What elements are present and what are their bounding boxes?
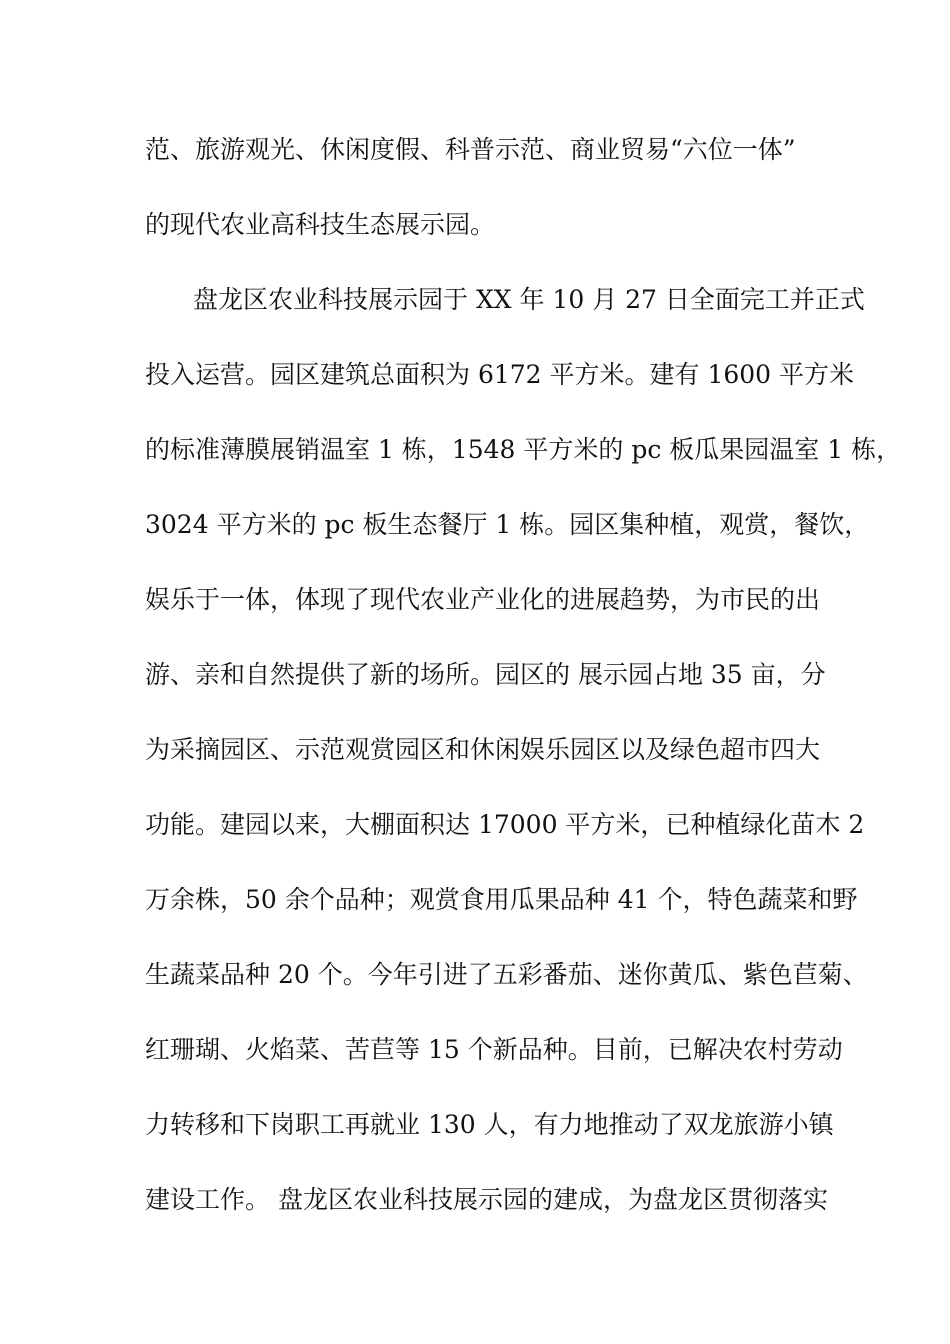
text-line-9: 为采摘园区、示范观赏园区和休闲娱乐园区以及绿色超市四大	[145, 735, 821, 764]
text-line-12: 生蔬菜品种 20 个。今年引进了五彩番茄、迷你黄瓜、紫色苣菊、	[145, 960, 868, 989]
text-line-11: 万余株，50 余个品种；观赏食用瓜果品种 41 个，特色蔬菜和野	[145, 885, 858, 914]
text-line-7: 娱乐于一体，体现了现代农业产业化的进展趋势，为市民的出	[145, 585, 821, 614]
text-line-10: 功能。建园以来，大棚面积达 17000 平方米，已种植绿化苗木 2	[145, 810, 865, 839]
text-line-2: 的现代农业高科技生态展示园。	[145, 210, 496, 239]
text-line-15: 建设工作。 盘龙区农业科技展示园的建成，为盘龙区贯彻落实	[145, 1185, 828, 1214]
text-line-5: 的标准薄膜展销温室 1 栋，1548 平方米的 pc 板瓜果园温室 1 栋，	[145, 435, 902, 464]
text-line-8: 游、亲和自然提供了新的场所。园区的 展示园占地 35 亩，分	[145, 660, 826, 689]
text-line-3: 盘龙区农业科技展示园于 XX 年 10 月 27 日全面完工并正式	[193, 285, 865, 314]
text-line-6: 3024 平方米的 pc 板生态餐厅 1 栋。园区集种植，观赏，餐饮，	[145, 510, 870, 539]
text-line-1: 范、旅游观光、休闲度假、科普示范、商业贸易“六位一体”	[145, 135, 796, 164]
text-line-14: 力转移和下岗职工再就业 130 人，有力地推动了双龙旅游小镇	[145, 1110, 834, 1139]
text-line-4: 投入运营。园区建筑总面积为 6172 平方米。建有 1600 平方米	[145, 360, 855, 389]
text-line-13: 红珊瑚、火焰菜、苦苣等 15 个新品种。目前，已解决农村劳动	[145, 1035, 843, 1064]
